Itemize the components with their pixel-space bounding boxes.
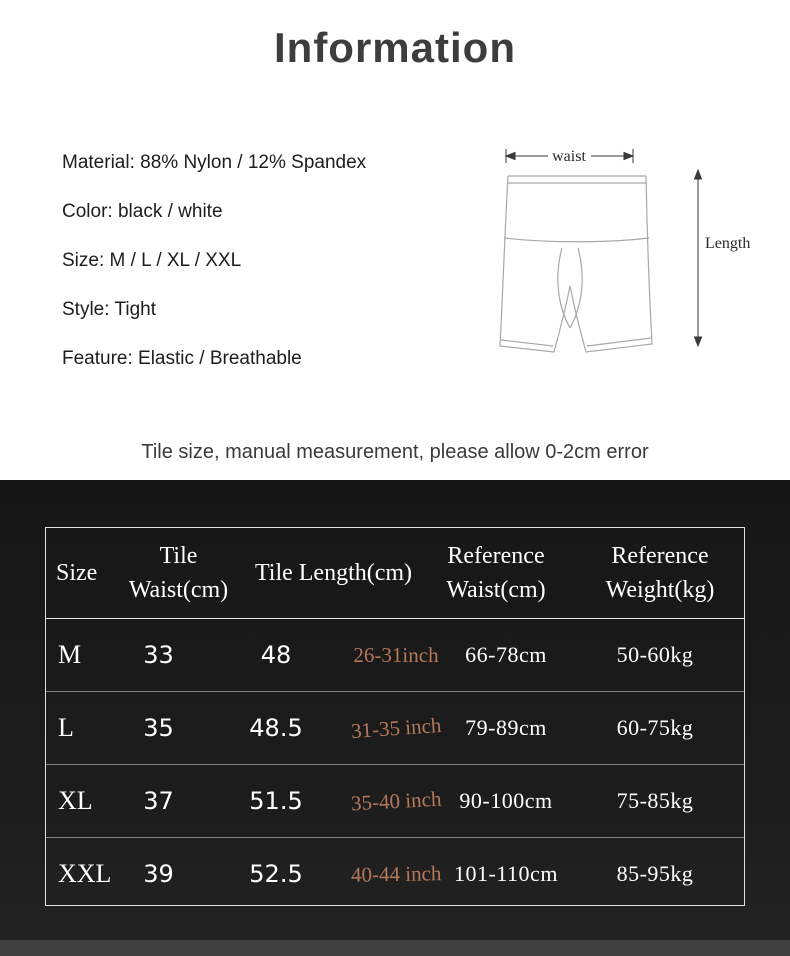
inch-value: 26-31inch bbox=[353, 642, 439, 667]
measurement-note: Tile size, manual measurement, please allow 0-2cm error bbox=[141, 441, 649, 463]
cell-tile-waist: 33 bbox=[143, 641, 174, 669]
cell-inch bbox=[346, 692, 446, 764]
table-row-l bbox=[46, 691, 744, 764]
cell-size: XL bbox=[58, 786, 93, 815]
table-row-xl bbox=[46, 764, 744, 837]
cell-size: L bbox=[58, 713, 74, 742]
size-table-header-row bbox=[46, 528, 744, 619]
header-reference-weight: Reference Weight(kg) bbox=[605, 543, 715, 603]
cell-ref-weight: 75-85kg bbox=[616, 788, 694, 813]
table-row-xxl bbox=[46, 837, 744, 910]
header-tile-waist: Tile Waist(cm) bbox=[128, 543, 229, 603]
header-tile-length: Tile Length(cm) bbox=[254, 560, 413, 586]
spec-feature: Feature: Elastic / Breathable bbox=[62, 348, 302, 369]
bottom-strip bbox=[0, 940, 790, 956]
cell-tile-length: 52.5 bbox=[249, 860, 303, 888]
cell-tile-waist: 37 bbox=[143, 787, 174, 815]
cell-size: XXL bbox=[58, 859, 112, 888]
cell-tile-waist: 35 bbox=[143, 714, 174, 742]
shorts-measurement-diagram bbox=[488, 138, 768, 378]
cell-inch bbox=[346, 838, 446, 910]
header-reference-waist: Reference Waist(cm) bbox=[446, 543, 546, 603]
spec-color: Color: black / white bbox=[62, 201, 223, 222]
cell-tile-length: 48 bbox=[260, 641, 292, 669]
cell-inch bbox=[346, 619, 446, 691]
length-label: Length bbox=[705, 235, 751, 252]
inch-value: 35-40 inch bbox=[350, 786, 442, 815]
length-arrow bbox=[695, 170, 702, 346]
cell-ref-waist: 79-89cm bbox=[465, 715, 547, 740]
spec-list bbox=[62, 152, 366, 397]
size-table bbox=[45, 527, 745, 906]
inch-value: 31-35 inch bbox=[350, 712, 442, 743]
cell-size: M bbox=[58, 640, 82, 669]
inch-value: 40-44 inch bbox=[350, 860, 442, 887]
spec-size: Size: M / L / XL / XXL bbox=[62, 250, 242, 271]
cell-ref-weight: 60-75kg bbox=[616, 715, 694, 740]
cell-tile-waist: 39 bbox=[143, 860, 174, 888]
shorts-drawing bbox=[500, 176, 652, 352]
cell-ref-weight: 85-95kg bbox=[616, 861, 694, 886]
cell-ref-waist: 66-78cm bbox=[465, 642, 547, 667]
cell-ref-weight: 50-60kg bbox=[616, 642, 694, 667]
header-size: Size bbox=[56, 560, 98, 586]
spec-style: Style: Tight bbox=[62, 299, 156, 320]
cell-tile-length: 48.5 bbox=[249, 714, 303, 742]
cell-tile-length: 51.5 bbox=[249, 787, 303, 815]
spec-material: Material: 88% Nylon / 12% Spandex bbox=[62, 152, 367, 173]
waist-label: waist bbox=[552, 148, 586, 165]
table-row-m bbox=[46, 619, 744, 691]
size-chart-section bbox=[0, 480, 790, 956]
cell-inch bbox=[346, 765, 446, 837]
cell-ref-waist: 90-100cm bbox=[459, 788, 553, 813]
cell-ref-waist: 101-110cm bbox=[454, 861, 558, 886]
page-title: Information bbox=[274, 24, 516, 71]
